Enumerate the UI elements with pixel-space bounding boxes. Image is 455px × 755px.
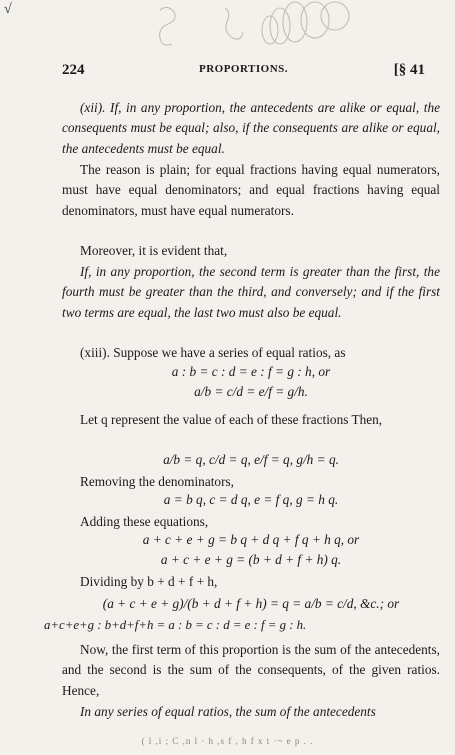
- equation-removed: a = b q, c = d q, e = f q, g = h q.: [163, 492, 339, 507]
- equation-ratios: a : b = c : d = e : f = g : h, or: [171, 364, 331, 379]
- paragraph-xii: [62, 98, 440, 159]
- paragraph-let: Let q represent the value of each of these fractions Then,: [80, 412, 383, 427]
- paragraph-moreover: Moreover, it is evident that,: [80, 243, 228, 258]
- paragraph-reason: The reason is plain; for equal fractions having equal numerators, must have equal denominators; and equal fractions having equal denominators, must have equal numerators.: [62, 162, 440, 218]
- equation-add-2: a + c + e + g = (b + d + f + h) q.: [160, 552, 342, 567]
- ink-stain-decoration: [130, 0, 360, 60]
- equation-add-1: a + c + e + g = b q + d q + f q + h q, or: [142, 532, 360, 547]
- running-title: PROPORTIONS.: [198, 63, 289, 75]
- equation-long-proportion: a+c+e+g : b+d+f+h = a : b = c : d = e : f = g : h.: [44, 618, 307, 632]
- section-number: [§ 41: [393, 62, 425, 78]
- paragraph-last: In any series of equal ratios, the sum of the antecedents: [80, 704, 376, 719]
- bleed-through-text: ( l ,i ; C ,n l · h ,s f , h f x t ·~ e p . .: [141, 736, 314, 746]
- paragraph-dividing: Dividing by b + d + f + h,: [80, 574, 218, 589]
- paragraph-if: If, in any proportion, the second term is greater than the first, the fourth must be greater than the third, and conversely; and if the first two terms are equal, the last two must also be equal.: [62, 264, 440, 320]
- paragraph-removing: Removing the denominators,: [80, 474, 234, 489]
- corner-check-mark: √: [4, 2, 12, 17]
- theorem-xii: (xii). If, in any proportion, the antecedents are alike or equal, the consequents must be equal; also, if the consequents are alike or equal, the antecedents must be equal.: [62, 100, 440, 156]
- equation-fractions: a/b = c/d = e/f = g/h.: [194, 384, 308, 399]
- equation-divide: (a + c + e + g)/(b + d + f + h) = q = a/b = c/d, &c.; or: [102, 596, 400, 611]
- page-header: [62, 62, 425, 82]
- paragraph-xiii: (xiii). Suppose we have a series of equal ratios, as: [80, 345, 346, 360]
- paragraph-now: Now, the first term of this proportion is the sum of the antecedents, and the second is the sum of the consequents, of the given ratios. Hence,: [62, 642, 440, 698]
- paragraph-adding: Adding these equations,: [80, 514, 209, 529]
- page-number: 224: [62, 62, 85, 78]
- equation-q: a/b = q, c/d = q, e/f = q, g/h = q.: [163, 452, 339, 467]
